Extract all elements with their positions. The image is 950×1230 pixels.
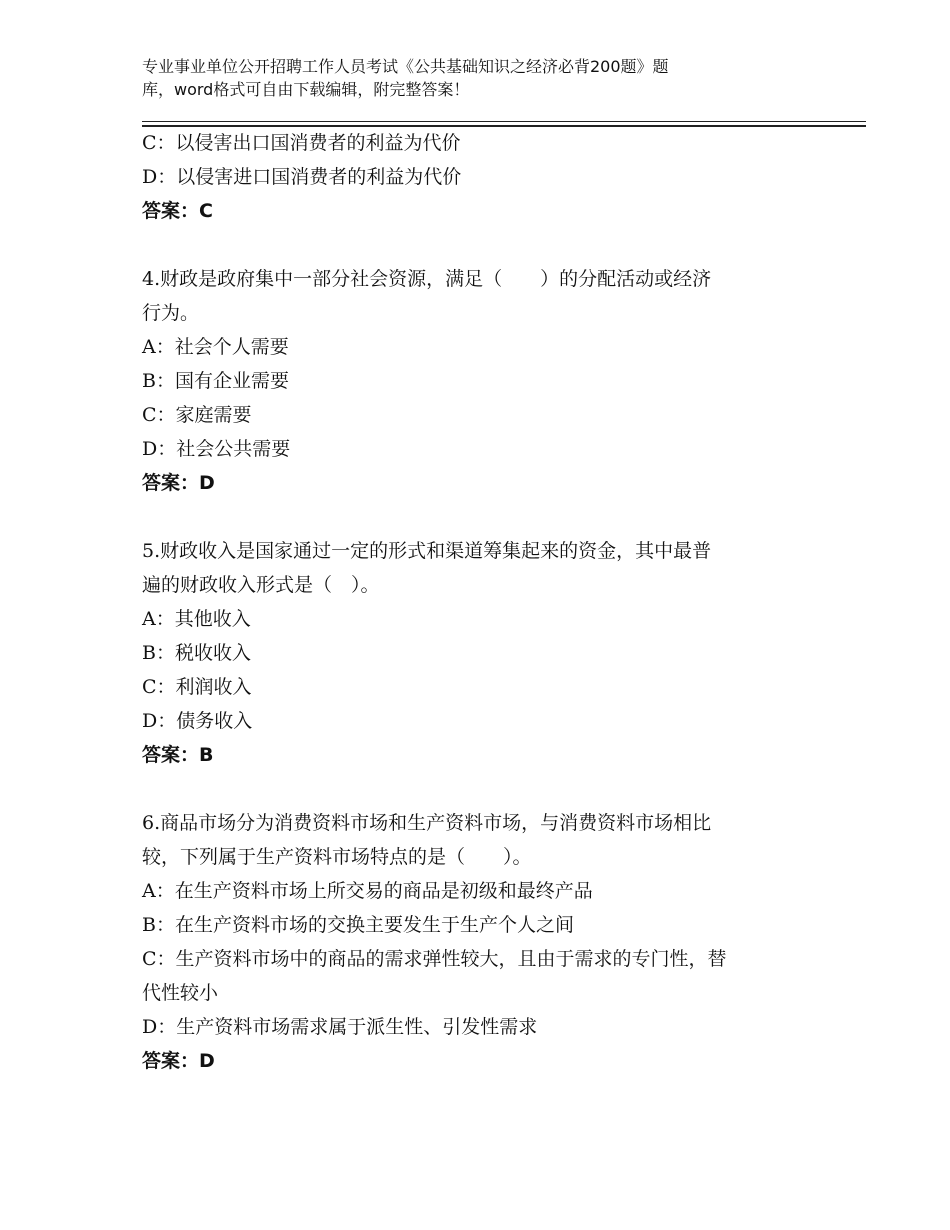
option-c-line-1: C：生产资料市场中的商品的需求弹性较大，且由于需求的专门性，替 <box>142 948 727 970</box>
question-stem-line-1: 6.商品市场分为消费资料市场和生产资料市场，与消费资料市场相比 <box>142 812 712 834</box>
option-b: B：国有企业需要 <box>142 370 289 392</box>
answer-value: B <box>199 744 214 766</box>
answer-label: 答案： <box>142 200 200 222</box>
document-header <box>142 55 802 101</box>
option-b: B：在生产资料市场的交换主要发生于生产个人之间 <box>142 914 574 936</box>
option-d: D：社会公共需要 <box>142 438 291 460</box>
question-6 <box>142 806 832 1078</box>
question-4 <box>142 262 832 500</box>
question-stem-line-2: 遍的财政收入形式是（ ）。 <box>142 574 380 596</box>
spacer <box>142 500 832 534</box>
spacer <box>142 772 832 806</box>
answer-value: D <box>199 472 215 494</box>
answer-label: 答案： <box>142 744 200 766</box>
answer-value: D <box>199 1050 215 1072</box>
question-prev-tail <box>142 126 832 228</box>
header-line-1: 专业事业单位公开招聘工作人员考试《公共基础知识之经济必背200题》题 <box>142 57 669 76</box>
question-stem-line-2: 行为。 <box>142 302 200 324</box>
question-5 <box>142 534 832 772</box>
spacer <box>142 228 832 262</box>
option-a: A：社会个人需要 <box>142 336 289 358</box>
option-d: D：债务收入 <box>142 710 253 732</box>
option-c-line-2: 代性较小 <box>142 982 219 1004</box>
option-d: D：生产资料市场需求属于派生性、引发性需求 <box>142 1016 538 1038</box>
option-b: B：税收收入 <box>142 642 251 664</box>
option-c: C：家庭需要 <box>142 404 252 426</box>
answer-value: C <box>199 200 213 222</box>
answer-label: 答案： <box>142 1050 200 1072</box>
option-a: A：其他收入 <box>142 608 251 630</box>
question-stem-line-2: 较，下列属于生产资料市场特点的是（ ）。 <box>142 846 532 868</box>
answer-label: 答案： <box>142 472 200 494</box>
question-list <box>142 126 832 1078</box>
question-stem-line-1: 4.财政是政府集中一部分社会资源，满足（ ）的分配活动或经济 <box>142 268 712 290</box>
question-stem-line-1: 5.财政收入是国家通过一定的形式和渠道筹集起来的资金，其中最普 <box>142 540 712 562</box>
option-c: C：以侵害出口国消费者的利益为代价 <box>142 132 461 154</box>
answer-line <box>142 466 832 500</box>
answer-line <box>142 738 832 772</box>
option-d: D：以侵害进口国消费者的利益为代价 <box>142 166 462 188</box>
header-line-2: 库，word格式可自由下载编辑，附完整答案！ <box>142 80 470 99</box>
option-a: A：在生产资料市场上所交易的商品是初级和最终产品 <box>142 880 593 902</box>
header-rule-thin <box>142 121 866 122</box>
answer-line <box>142 1044 832 1078</box>
answer-line <box>142 194 832 228</box>
option-c: C：利润收入 <box>142 676 252 698</box>
